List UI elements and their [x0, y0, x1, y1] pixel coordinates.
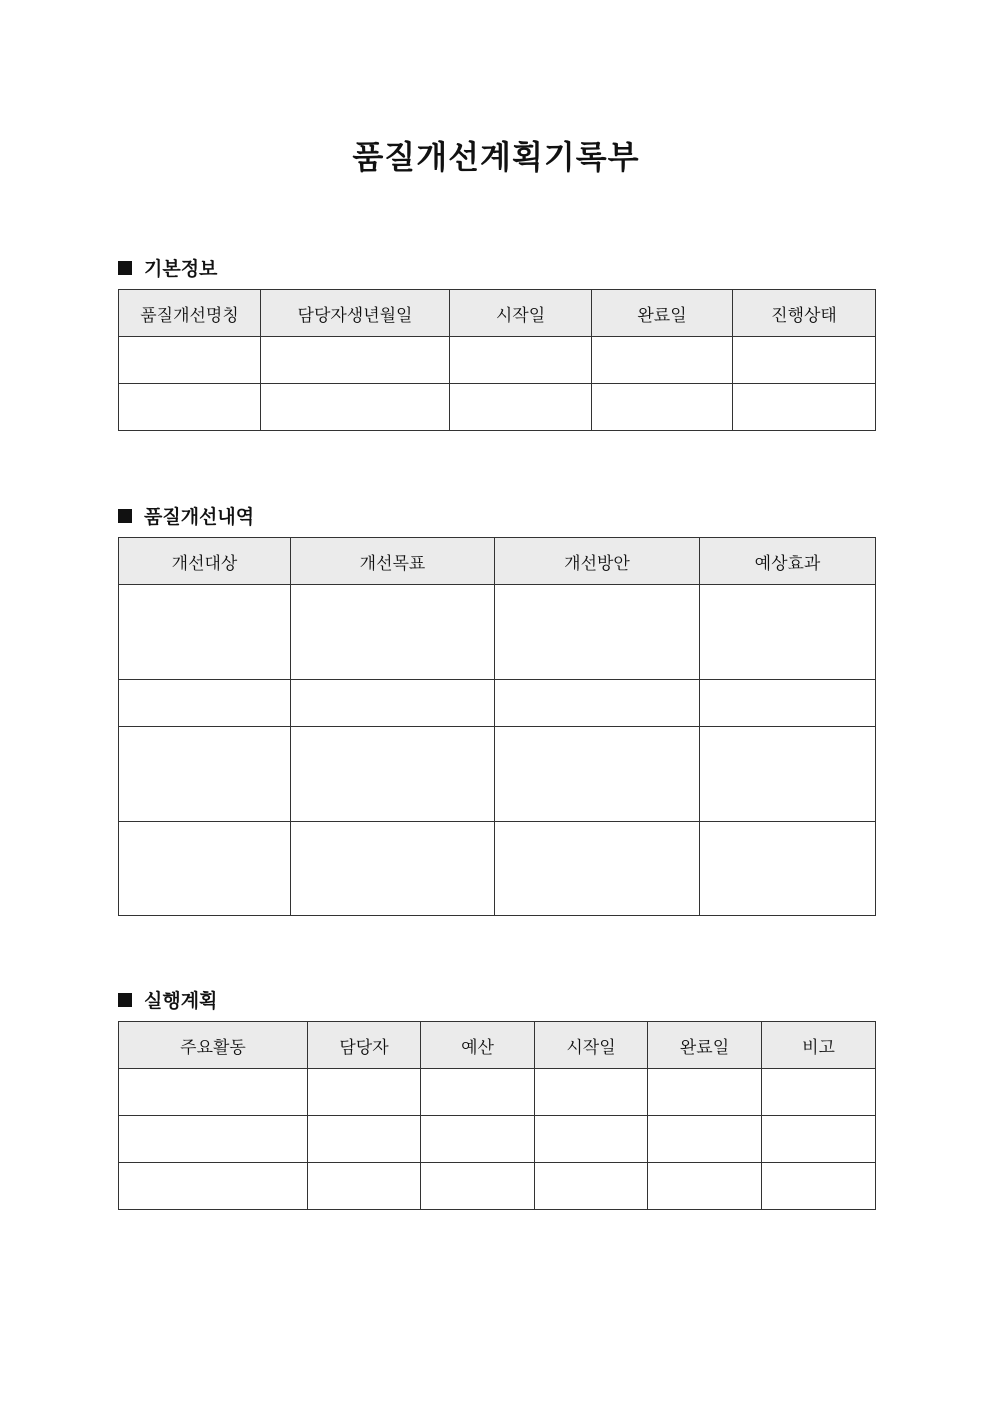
column-header: 담당자생년월일 [261, 290, 450, 337]
column-header: 주요활동 [119, 1022, 308, 1069]
table-cell[interactable] [261, 384, 450, 431]
table-cell[interactable] [648, 1069, 762, 1116]
table-cell[interactable] [119, 727, 291, 822]
table-cell[interactable] [495, 727, 700, 822]
table-cell[interactable] [119, 822, 291, 916]
column-header: 품질개선명칭 [119, 290, 261, 337]
table-row [119, 1163, 876, 1210]
action-plan-table [118, 1021, 876, 1210]
table-cell[interactable] [421, 1116, 535, 1163]
table-cell[interactable] [119, 1069, 308, 1116]
improvement-details-table [118, 537, 876, 916]
table-cell[interactable] [535, 1116, 648, 1163]
column-header: 개선목표 [291, 538, 495, 585]
table-cell[interactable] [762, 1163, 876, 1210]
basic-info-table [118, 289, 876, 431]
table-cell[interactable] [495, 585, 700, 680]
table-cell[interactable] [762, 1116, 876, 1163]
table-cell[interactable] [291, 585, 495, 680]
column-header: 시작일 [535, 1022, 648, 1069]
column-header: 비고 [762, 1022, 876, 1069]
column-header: 예상효과 [700, 538, 876, 585]
section-heading-basic-info [118, 254, 217, 281]
section-heading-action-plan [118, 986, 217, 1013]
table-cell[interactable] [700, 727, 876, 822]
table-row [119, 680, 876, 727]
table-cell[interactable] [308, 1163, 421, 1210]
table-cell[interactable] [700, 585, 876, 680]
table-row [119, 337, 876, 384]
table-cell[interactable] [291, 727, 495, 822]
table-cell[interactable] [648, 1163, 762, 1210]
square-bullet-icon [118, 261, 132, 275]
table-cell[interactable] [592, 384, 733, 431]
table-header-row [119, 538, 876, 585]
column-header: 예산 [421, 1022, 535, 1069]
column-header: 시작일 [450, 290, 592, 337]
table-cell[interactable] [495, 680, 700, 727]
table-cell[interactable] [119, 337, 261, 384]
table-cell[interactable] [450, 384, 592, 431]
table-row [119, 822, 876, 916]
column-header: 완료일 [592, 290, 733, 337]
document-title: 품질개선계획기록부 [352, 138, 640, 176]
table-cell[interactable] [733, 384, 876, 431]
column-header: 담당자 [308, 1022, 421, 1069]
column-header: 개선대상 [119, 538, 291, 585]
table-cell[interactable] [261, 337, 450, 384]
table-cell[interactable] [291, 680, 495, 727]
table-cell[interactable] [119, 1116, 308, 1163]
section-heading-label: 품질개선내역 [144, 506, 255, 528]
column-header: 개선방안 [495, 538, 700, 585]
table-cell[interactable] [119, 585, 291, 680]
square-bullet-icon [118, 509, 132, 523]
table-cell[interactable] [119, 384, 261, 431]
square-bullet-icon [118, 993, 132, 1007]
table-row [119, 585, 876, 680]
table-cell[interactable] [308, 1069, 421, 1116]
table-cell[interactable] [762, 1069, 876, 1116]
table-cell[interactable] [648, 1116, 762, 1163]
table-cell[interactable] [291, 822, 495, 916]
table-row [119, 384, 876, 431]
table-cell[interactable] [535, 1163, 648, 1210]
table-cell[interactable] [535, 1069, 648, 1116]
column-header: 진행상태 [733, 290, 876, 337]
table-cell[interactable] [592, 337, 733, 384]
table-cell[interactable] [308, 1116, 421, 1163]
table-cell[interactable] [119, 680, 291, 727]
section-heading-label: 실행계획 [144, 990, 218, 1012]
section-heading-label: 기본정보 [144, 258, 218, 280]
section-heading-improvement-details [118, 502, 254, 529]
table-cell[interactable] [700, 680, 876, 727]
table-cell[interactable] [700, 822, 876, 916]
table-header-row [119, 290, 876, 337]
table-cell[interactable] [495, 822, 700, 916]
table-cell[interactable] [733, 337, 876, 384]
table-cell[interactable] [119, 1163, 308, 1210]
table-header-row [119, 1022, 876, 1069]
table-row [119, 1069, 876, 1116]
table-cell[interactable] [450, 337, 592, 384]
table-cell[interactable] [421, 1069, 535, 1116]
table-row [119, 1116, 876, 1163]
table-row [119, 727, 876, 822]
table-cell[interactable] [421, 1163, 535, 1210]
column-header: 완료일 [648, 1022, 762, 1069]
